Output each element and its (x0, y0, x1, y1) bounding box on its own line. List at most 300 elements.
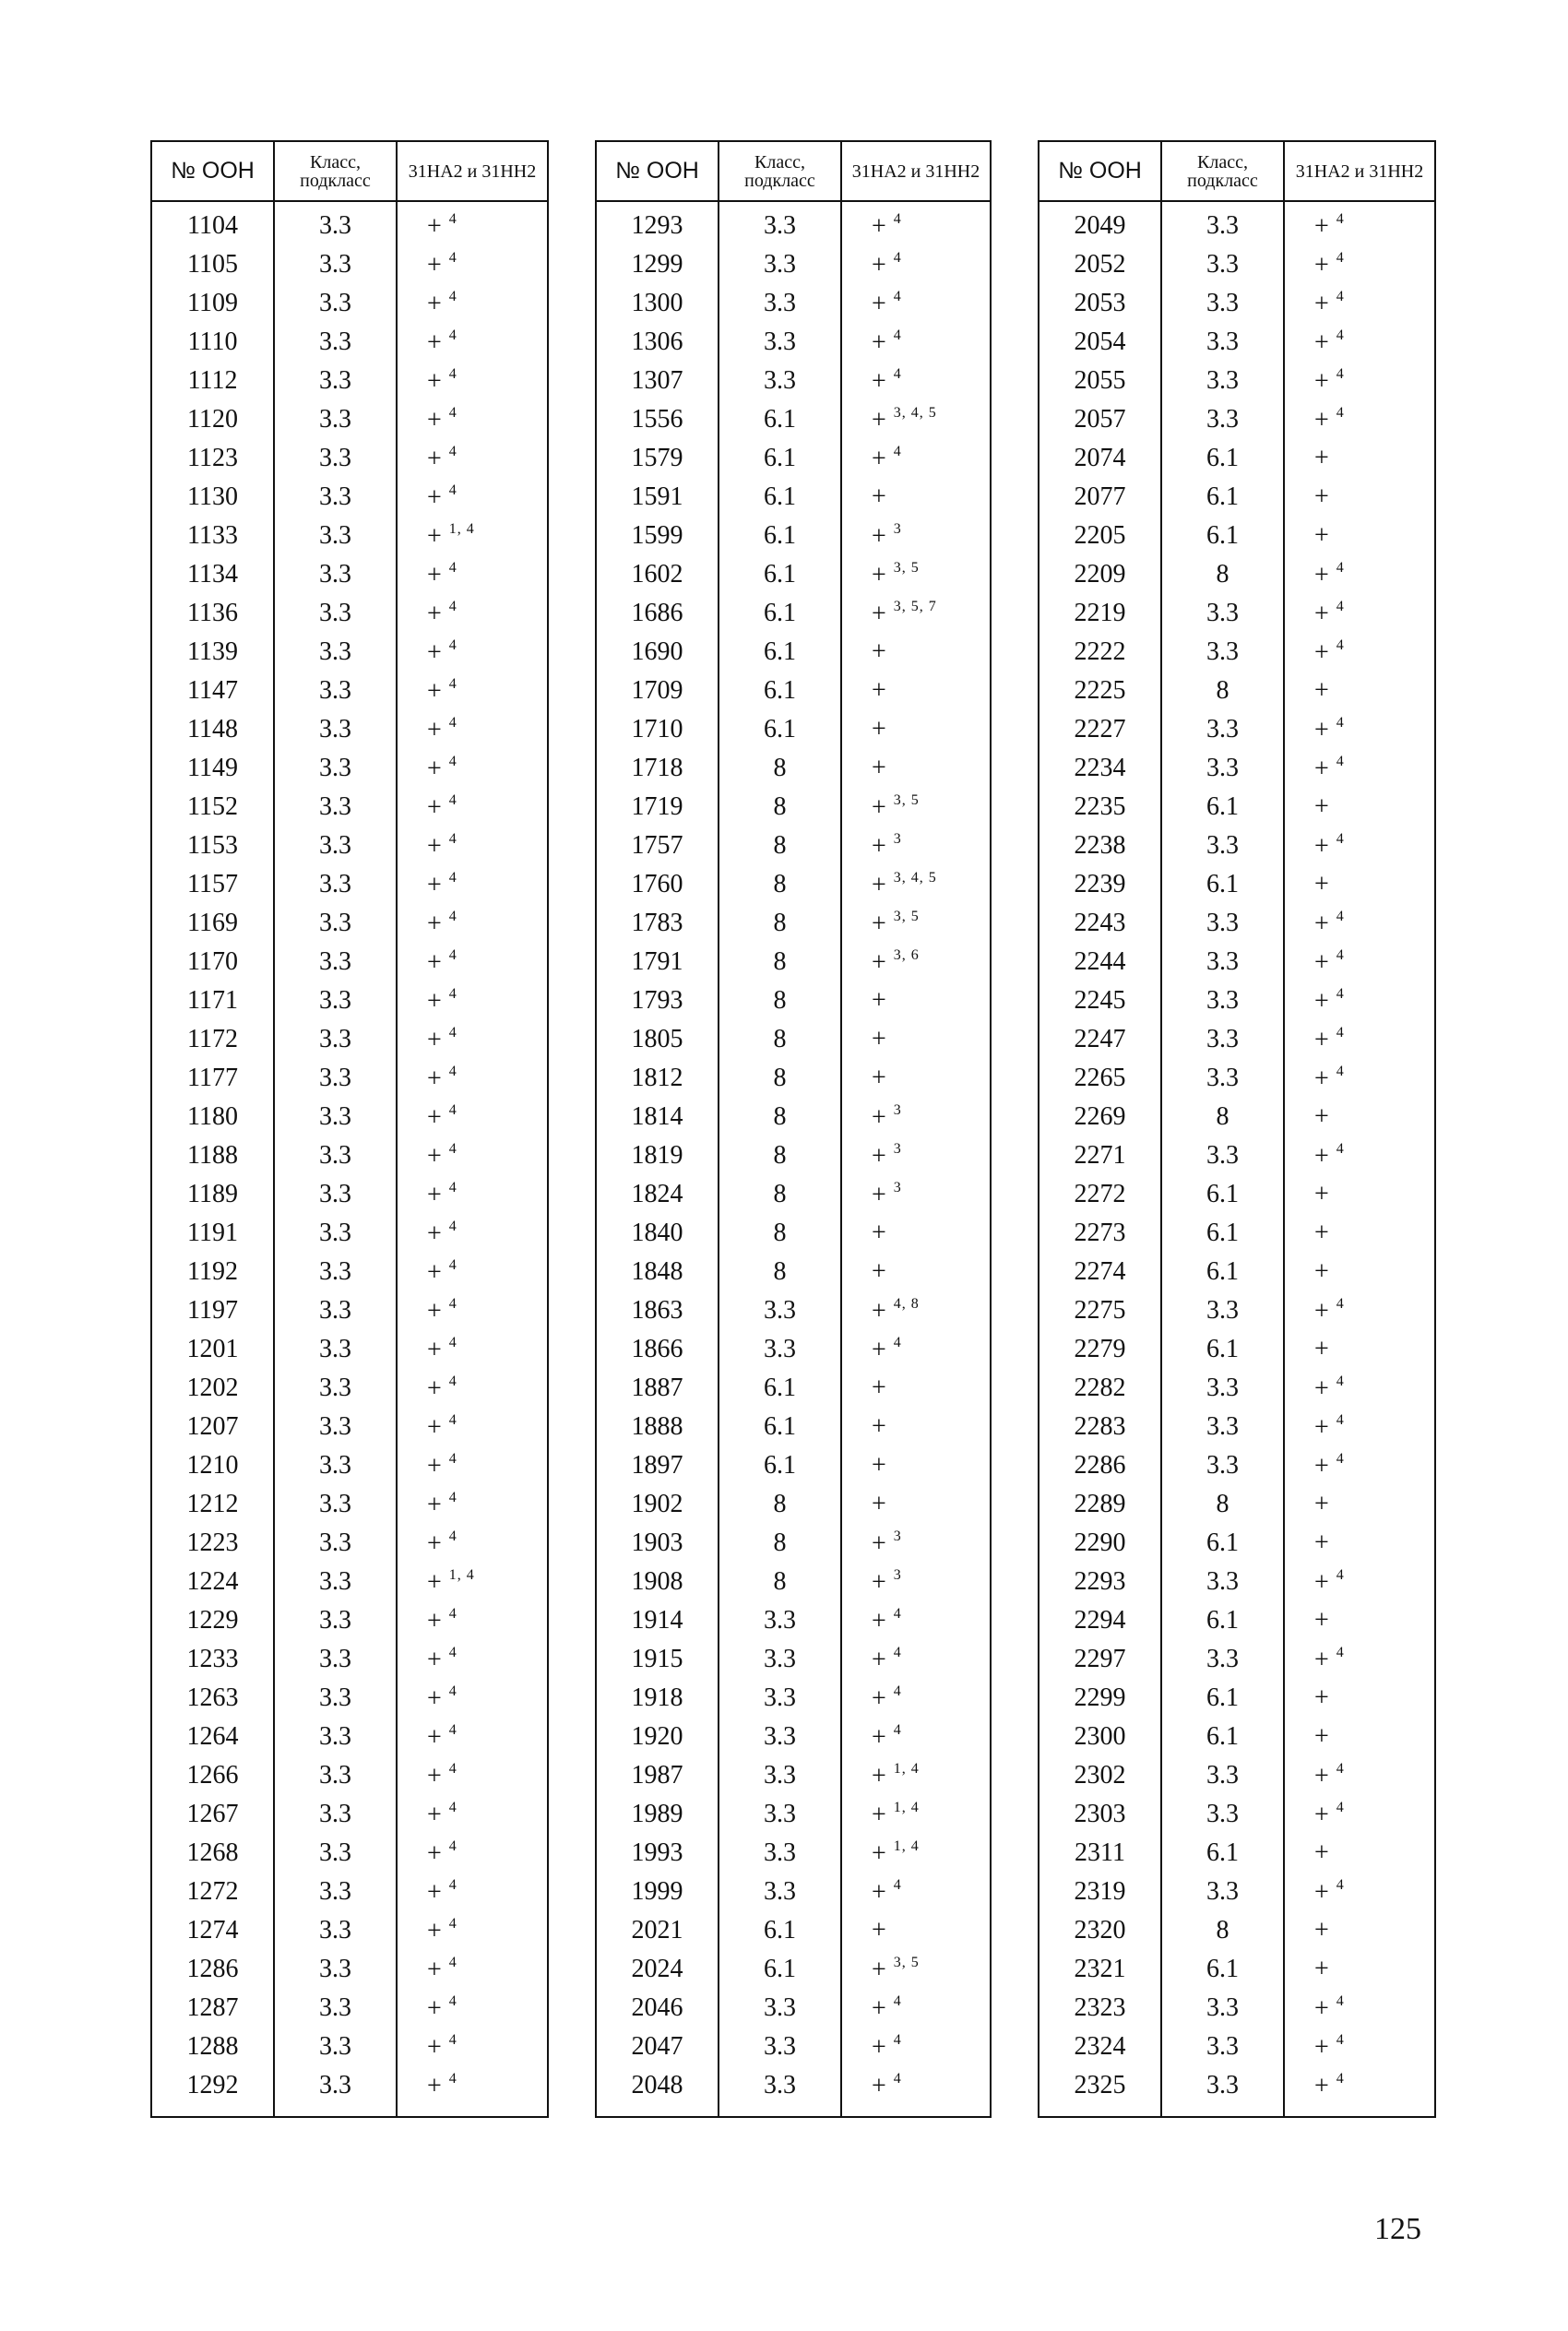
class-cell: 8 (719, 749, 841, 788)
code-cell (841, 400, 991, 439)
code-cell (1284, 1989, 1435, 2028)
footnote-ref: 4 (1336, 1025, 1345, 1041)
footnote-ref: 4 (448, 676, 457, 692)
code-cell (841, 1369, 991, 1408)
plus-mark: + (427, 638, 442, 667)
code-cell (1284, 1679, 1435, 1718)
un-number-cell: 1288 (151, 2028, 274, 2066)
class-cell: 6.1 (719, 1950, 841, 1989)
class-cell: 3.3 (274, 1408, 397, 1446)
class-cell: 3.3 (274, 633, 397, 672)
code-cell (397, 1563, 548, 1601)
plus-mark: + (427, 1142, 442, 1171)
un-number-cell: 1757 (596, 827, 719, 865)
code-cell (1284, 323, 1435, 362)
code-cell (841, 1408, 991, 1446)
code-cell (1284, 1601, 1435, 1640)
footnote-ref: 4 (448, 1722, 457, 1738)
class-cell: 6.1 (1161, 1330, 1284, 1369)
code-cell (1284, 594, 1435, 633)
code-cell (841, 1020, 991, 1059)
class-cell: 6.1 (719, 1446, 841, 1485)
footnote-ref: 4 (1336, 405, 1345, 421)
footnote-ref: 4 (1336, 1451, 1345, 1467)
table-row (596, 1756, 991, 1795)
table-row (596, 517, 991, 555)
plus-mark: + (427, 1994, 442, 2023)
footnote-ref: 4 (448, 909, 457, 924)
class-cell: 6.1 (1161, 1950, 1284, 1989)
table-row (1039, 1911, 1435, 1950)
table-row (596, 478, 991, 517)
footnote-ref: 4 (448, 599, 457, 614)
code-cell (1284, 1059, 1435, 1098)
code-cell (1284, 1524, 1435, 1563)
footnote-ref: 4 (448, 405, 457, 421)
un-number-cell: 2303 (1039, 1795, 1161, 1834)
un-number-cell: 1718 (596, 749, 719, 788)
plus-mark: + (427, 251, 442, 279)
code-cell (397, 827, 548, 865)
plus-mark: + (1314, 212, 1329, 241)
code-cell (841, 865, 991, 904)
class-cell: 6.1 (1161, 1524, 1284, 1563)
class-cell: 3.3 (1161, 1059, 1284, 1098)
code-cell (841, 1679, 991, 1718)
un-number-cell: 1805 (596, 1020, 719, 1059)
class-cell: 8 (1161, 1098, 1284, 1136)
class-cell: 3.3 (1161, 1369, 1284, 1408)
class-cell: 3.3 (719, 1873, 841, 1911)
plus-mark: + (427, 677, 442, 706)
code-cell (1284, 749, 1435, 788)
footnote-ref: 4 (448, 1180, 457, 1195)
plus-mark: + (872, 1490, 886, 1518)
table-row (596, 1020, 991, 1059)
un-number-cell: 1212 (151, 1485, 274, 1524)
footnote-ref: 4 (448, 986, 457, 1002)
footnote-ref: 4 (1336, 599, 1345, 614)
code-cell (397, 1408, 548, 1446)
footnote-ref: 4 (448, 1296, 457, 1312)
plus-mark: + (872, 1374, 886, 1402)
plus-mark: + (1314, 1064, 1329, 1093)
footnote-ref: 4 (893, 1645, 902, 1660)
plus-mark: + (1314, 1142, 1329, 1171)
plus-mark: + (427, 1878, 442, 1907)
table-header-row (151, 141, 548, 201)
table-row (1039, 1175, 1435, 1214)
footnote-ref: 4 (893, 1993, 902, 2009)
class-cell: 3.3 (719, 1756, 841, 1795)
un-number-cell: 2297 (1039, 1640, 1161, 1679)
class-cell: 3.3 (1161, 1756, 1284, 1795)
un-number-cell: 1914 (596, 1601, 719, 1640)
class-cell: 8 (1161, 1485, 1284, 1524)
plus-mark: + (872, 2072, 886, 2100)
un-number-cell: 1171 (151, 981, 274, 1020)
table-row (1039, 1253, 1435, 1291)
class-cell: 3.3 (274, 904, 397, 943)
table-row (1039, 1795, 1435, 1834)
footnote-ref: 4 (893, 1683, 902, 1699)
class-cell: 3.3 (1161, 749, 1284, 788)
table-row (151, 749, 548, 788)
header-class-subclass: Класс, подкласс (719, 141, 841, 201)
footnote-ref: 4 (448, 1877, 457, 1893)
code-cell (1284, 1640, 1435, 1679)
table-row (596, 1718, 991, 1756)
un-number-cell: 1188 (151, 1136, 274, 1175)
code-cell (397, 439, 548, 478)
table-row (1039, 1950, 1435, 1989)
un-number-cell: 2234 (1039, 749, 1161, 788)
code-cell (841, 943, 991, 981)
un-number-cell: 1189 (151, 1175, 274, 1214)
table-row (596, 1950, 991, 1989)
table-row (151, 2028, 548, 2066)
header-class-subclass: Класс, подкласс (274, 141, 397, 201)
plus-mark: + (872, 1257, 886, 1286)
class-cell: 3.3 (274, 2028, 397, 2066)
code-cell (1284, 1253, 1435, 1291)
footnote-ref: 4 (1336, 754, 1345, 769)
plus-mark: + (427, 910, 442, 938)
footnote-ref: 4 (448, 1761, 457, 1777)
code-cell (841, 710, 991, 749)
plus-mark: + (1314, 755, 1329, 783)
code-cell (397, 672, 548, 710)
un-number-cell: 1920 (596, 1718, 719, 1756)
class-cell: 3.3 (274, 1640, 397, 1679)
class-cell: 6.1 (1161, 1679, 1284, 1718)
class-cell: 3.3 (719, 245, 841, 284)
plus-mark: + (427, 290, 442, 318)
code-cell (397, 1601, 548, 1640)
code-cell (397, 1911, 548, 1950)
table-row (1039, 245, 1435, 284)
plus-mark: + (872, 1994, 886, 2023)
un-number-cell: 2265 (1039, 1059, 1161, 1098)
un-number-cell: 1760 (596, 865, 719, 904)
class-cell: 3.3 (1161, 1795, 1284, 1834)
class-cell: 3.3 (1161, 981, 1284, 1020)
footnote-ref: 1, 4 (893, 1761, 920, 1777)
un-number-cell: 1202 (151, 1369, 274, 1408)
code-cell (1284, 1175, 1435, 1214)
class-cell: 8 (719, 943, 841, 981)
plus-mark: + (427, 1529, 442, 1558)
code-cell (841, 2066, 991, 2117)
plus-mark: + (872, 1219, 886, 1247)
un-number-cell: 1599 (596, 517, 719, 555)
plus-mark: + (427, 1762, 442, 1790)
class-cell: 3.3 (274, 1989, 397, 2028)
table-row (151, 1253, 548, 1291)
plus-mark: + (872, 871, 886, 899)
plus-mark: + (427, 1801, 442, 1829)
class-cell: 3.3 (274, 788, 397, 827)
table-row (151, 788, 548, 827)
plus-mark: + (872, 212, 886, 241)
class-cell: 3.3 (1161, 362, 1284, 400)
table-row (1039, 1330, 1435, 1369)
code-cell (841, 362, 991, 400)
un-number-cell: 1915 (596, 1640, 719, 1679)
footnote-ref: 4 (448, 2071, 457, 2087)
un-number-cell: 1153 (151, 827, 274, 865)
code-cell (1284, 1136, 1435, 1175)
footnote-ref: 3 (893, 521, 902, 537)
table-row (1039, 400, 1435, 439)
class-cell: 6.1 (1161, 1601, 1284, 1640)
table-row (151, 1175, 548, 1214)
un-number-cell: 1105 (151, 245, 274, 284)
code-cell (397, 904, 548, 943)
class-cell: 6.1 (1161, 865, 1284, 904)
footnote-ref: 4 (1336, 637, 1345, 653)
code-cell (1284, 710, 1435, 749)
table-row (596, 981, 991, 1020)
code-cell (397, 1485, 548, 1524)
un-number-cell: 1824 (596, 1175, 719, 1214)
plus-mark: + (872, 948, 886, 977)
code-cell (397, 1175, 548, 1214)
un-number-cell: 2048 (596, 2066, 719, 2117)
un-number-cell: 2293 (1039, 1563, 1161, 1601)
code-cell (397, 749, 548, 788)
un-number-cell: 1903 (596, 1524, 719, 1563)
code-cell (1284, 478, 1435, 517)
class-cell: 3.3 (274, 400, 397, 439)
footnote-ref: 4 (1336, 1761, 1345, 1777)
code-cell (1284, 439, 1435, 478)
plus-mark: + (427, 1026, 442, 1054)
class-cell: 3.3 (274, 1369, 397, 1408)
plus-mark: + (872, 1142, 886, 1171)
code-cell (841, 1601, 991, 1640)
footnote-ref: 4 (448, 870, 457, 886)
un-number-cell: 1591 (596, 478, 719, 517)
plus-mark: + (1314, 1568, 1329, 1597)
un-number-cell: 2235 (1039, 788, 1161, 827)
un-number-cell: 1902 (596, 1485, 719, 1524)
class-cell: 3.3 (719, 201, 841, 245)
code-cell (397, 1989, 548, 2028)
footnote-ref: 4 (448, 1645, 457, 1660)
un-number-cell: 2283 (1039, 1408, 1161, 1446)
table-row (596, 1873, 991, 1911)
table-row (596, 1253, 991, 1291)
plus-mark: + (872, 1025, 886, 1053)
code-cell (1284, 362, 1435, 400)
table-row (151, 2066, 548, 2117)
plus-mark: + (427, 1452, 442, 1481)
footnote-ref: 4 (448, 1335, 457, 1350)
footnote-ref: 4 (893, 327, 902, 343)
table-row (596, 323, 991, 362)
class-cell: 6.1 (719, 710, 841, 749)
plus-mark: + (1314, 521, 1329, 550)
code-cell (397, 284, 548, 323)
un-number-cell: 2323 (1039, 1989, 1161, 2028)
plus-mark: + (1314, 1452, 1329, 1481)
page-number: 125 (1374, 2212, 1421, 2246)
code-cell (841, 1795, 991, 1834)
table-row (1039, 1098, 1435, 1136)
plus-mark: + (1314, 1413, 1329, 1442)
footnote-ref: 4 (893, 1877, 902, 1893)
plus-mark: + (1314, 1646, 1329, 1674)
plus-mark: + (427, 1917, 442, 1945)
plus-mark: + (1314, 1838, 1329, 1867)
table-row (1039, 594, 1435, 633)
plus-mark: + (427, 406, 442, 434)
class-cell: 3.3 (274, 478, 397, 517)
table-row (1039, 1989, 1435, 2028)
plus-mark: + (1314, 328, 1329, 357)
un-number-cell: 1157 (151, 865, 274, 904)
class-cell: 3.3 (274, 1175, 397, 1214)
plus-mark: + (872, 1568, 886, 1597)
class-cell: 3.3 (274, 1291, 397, 1330)
plus-mark: + (427, 600, 442, 628)
code-cell (841, 201, 991, 245)
class-cell: 3.3 (274, 1020, 397, 1059)
un-number-cell: 1112 (151, 362, 274, 400)
un-number-cell: 1136 (151, 594, 274, 633)
un-number-cell: 2205 (1039, 517, 1161, 555)
footnote-ref: 3 (893, 1141, 902, 1157)
code-cell (1284, 633, 1435, 672)
table-row (1039, 1756, 1435, 1795)
footnote-ref: 4 (1336, 1877, 1345, 1893)
un-number-cell: 1192 (151, 1253, 274, 1291)
class-cell: 8 (719, 1175, 841, 1214)
code-cell (841, 981, 991, 1020)
un-number-cell: 2244 (1039, 943, 1161, 981)
plus-mark: + (1314, 444, 1329, 472)
plus-mark: + (427, 1064, 442, 1093)
table-row (1039, 1136, 1435, 1175)
un-number-cell: 1791 (596, 943, 719, 981)
code-cell (841, 1563, 991, 1601)
table-row (596, 1330, 991, 1369)
un-number-cell: 1300 (596, 284, 719, 323)
plus-mark: + (427, 1258, 442, 1287)
plus-mark: + (1314, 676, 1329, 705)
class-cell: 6.1 (719, 439, 841, 478)
class-cell: 3.3 (274, 1795, 397, 1834)
footnote-ref: 3, 5 (893, 792, 920, 808)
footnote-ref: 4 (893, 211, 902, 227)
table-row (596, 865, 991, 904)
table-row (1039, 1291, 1435, 1330)
plus-mark: + (872, 1801, 886, 1829)
footnote-ref: 4, 8 (893, 1296, 920, 1312)
code-cell (397, 1873, 548, 1911)
class-cell: 8 (719, 1485, 841, 1524)
class-cell: 3.3 (1161, 943, 1284, 981)
un-number-cell: 1579 (596, 439, 719, 478)
class-cell: 6.1 (719, 555, 841, 594)
footnote-ref: 3, 6 (893, 947, 920, 963)
un-number-cell: 2074 (1039, 439, 1161, 478)
footnote-ref: 4 (448, 1102, 457, 1118)
table-row (1039, 788, 1435, 827)
footnote-ref: 4 (448, 792, 457, 808)
un-number-cell: 2222 (1039, 633, 1161, 672)
class-cell: 3.3 (719, 1834, 841, 1873)
plus-mark: + (1314, 948, 1329, 977)
plus-mark: + (872, 445, 886, 473)
class-cell: 3.3 (274, 749, 397, 788)
table-row (1039, 362, 1435, 400)
footnote-ref: 3, 4, 5 (893, 870, 937, 886)
footnote-ref: 4 (448, 250, 457, 266)
plus-mark: + (427, 793, 442, 822)
class-cell: 3.3 (1161, 1640, 1284, 1679)
class-cell: 6.1 (719, 1911, 841, 1950)
table-row (596, 594, 991, 633)
code-cell (841, 1098, 991, 1136)
code-cell (841, 439, 991, 478)
code-cell (397, 1214, 548, 1253)
un-number-cell: 1848 (596, 1253, 719, 1291)
table-row (596, 710, 991, 749)
un-table-block-1 (150, 140, 549, 2118)
plus-mark: + (872, 1646, 886, 1674)
code-cell (397, 1291, 548, 1330)
class-cell: 6.1 (1161, 478, 1284, 517)
table-row (1039, 1563, 1435, 1601)
table-row (151, 865, 548, 904)
table-row (151, 1756, 548, 1795)
table-row (1039, 1718, 1435, 1756)
table-row (151, 362, 548, 400)
table-row (1039, 2028, 1435, 2066)
un-number-cell: 1223 (151, 1524, 274, 1563)
plus-mark: + (872, 1878, 886, 1907)
code-cell (1284, 1756, 1435, 1795)
class-cell: 6.1 (719, 400, 841, 439)
code-cell (841, 245, 991, 284)
table-row (151, 1020, 548, 1059)
class-cell: 3.3 (274, 1834, 397, 1873)
un-number-cell: 1887 (596, 1369, 719, 1408)
plus-mark: + (1314, 987, 1329, 1016)
un-number-cell: 2300 (1039, 1718, 1161, 1756)
table-row (596, 1214, 991, 1253)
un-number-cell: 1307 (596, 362, 719, 400)
un-number-cell: 1134 (151, 555, 274, 594)
un-number-cell: 2320 (1039, 1911, 1161, 1950)
table-row (151, 594, 548, 633)
table-row (151, 284, 548, 323)
class-cell: 3.3 (274, 2066, 397, 2117)
plus-mark: + (427, 1181, 442, 1209)
footnote-ref: 4 (1336, 1993, 1345, 2009)
un-number-cell: 2227 (1039, 710, 1161, 749)
code-cell (397, 1098, 548, 1136)
plus-mark: + (872, 522, 886, 551)
footnote-ref: 4 (1336, 1296, 1345, 1312)
plus-mark: + (1314, 1490, 1329, 1518)
table-header-row (596, 141, 991, 201)
un-number-cell: 1897 (596, 1446, 719, 1485)
class-cell: 8 (1161, 555, 1284, 594)
code-cell (1284, 1911, 1435, 1950)
